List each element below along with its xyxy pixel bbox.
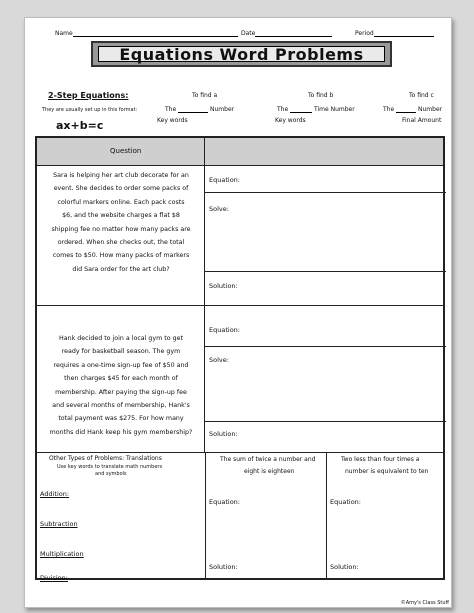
translate-2-line1: Two less than four times a — [341, 456, 420, 463]
p2-solve-label: Solve: — [209, 356, 229, 364]
page-title: Equations Word Problems — [98, 46, 385, 62]
multiplication-label: Multiplication — [40, 550, 84, 558]
find-c-the: The Number — [383, 106, 443, 113]
translations-subtext-1: Use key words to translate math numbers — [57, 464, 163, 470]
p2-solve-divider — [204, 421, 446, 422]
worksheet-page — [24, 17, 452, 608]
problem-table — [35, 136, 445, 580]
find-a-the: The Number — [165, 106, 235, 113]
row-divider-2 — [37, 452, 443, 453]
period-line — [374, 30, 434, 37]
translations-subtext-2: and symbols — [95, 471, 127, 477]
t2-solution-label: Solution: — [330, 563, 359, 571]
p1-solve-divider — [204, 271, 446, 272]
date-field[interactable] — [241, 30, 332, 37]
translate-2-line2: number is equivalent to ten — [345, 468, 429, 475]
name-line — [73, 30, 238, 37]
credit-text: ©Amy's Class Stuff — [400, 600, 449, 606]
column-divider-3 — [326, 452, 327, 580]
find-c: To find c — [409, 92, 434, 99]
two-step-heading: 2-Step Equations: — [48, 91, 129, 100]
t1-equation-label: Equation: — [209, 498, 240, 506]
column-divider — [204, 138, 205, 452]
p2-solution-label: Solution: — [209, 430, 238, 438]
table-header-row — [37, 138, 443, 166]
p1-equation-divider — [204, 192, 446, 193]
format-subtext: They are usually set up in this format: — [42, 107, 138, 113]
p2-equation-label: Equation: — [209, 326, 240, 334]
p2-equation-divider — [204, 346, 446, 347]
find-b: To find b — [308, 92, 334, 99]
problem-2-text: Hank decided to join a local gym to get ready for basketball season. The gym requires a one-time sign-up fee of $50 and then charges $45 for each month of membership. After paying the sign-up fee and several months of membership, Hank's total payment was $275. For how many months did Hank keep his gym membership? — [49, 335, 193, 436]
period-label: Period — [355, 30, 374, 37]
question-header: Question — [110, 147, 142, 155]
subtraction-label: Subtraction — [40, 520, 78, 528]
t1-solution-label: Solution: — [209, 563, 238, 571]
addition-label: Addition: — [40, 490, 70, 498]
title-banner — [91, 41, 392, 67]
translate-1-line2: eight is eighteen — [244, 468, 295, 475]
p1-solve-label: Solve: — [209, 205, 229, 213]
find-a: To find a — [192, 92, 218, 99]
name-label: Name — [55, 30, 73, 37]
find-a-keywords: Key words — [157, 117, 188, 124]
find-c-final: Final Amount — [402, 117, 442, 124]
date-label: Date — [241, 30, 256, 37]
name-field[interactable] — [55, 30, 238, 37]
find-b-keywords: Key words — [275, 117, 306, 124]
period-field[interactable] — [355, 30, 434, 37]
division-label: Division: — [40, 574, 68, 582]
find-b-the: The Time Number — [277, 106, 355, 113]
column-divider-2 — [205, 452, 206, 580]
formula: ax+b=c — [56, 119, 104, 132]
problem-1-text: Sara is helping her art club decorate for an event. She decides to order some packs of colorful markers online. Each pack costs $6, and the website charges a flat $8 shipping fee no matter how many packs are ordered. When she checks out, the total comes to $50. How many packs of markers did Sara order for the art club? — [51, 172, 191, 273]
p1-solution-label: Solution: — [209, 282, 238, 290]
date-line — [255, 30, 332, 37]
p1-equation-label: Equation: — [209, 176, 240, 184]
row-divider-1 — [37, 305, 443, 306]
t2-equation-label: Equation: — [330, 498, 361, 506]
translate-1-line1: The sum of twice a number and — [220, 456, 316, 463]
translations-heading: Other Types of Problems: Translations — [49, 455, 162, 462]
